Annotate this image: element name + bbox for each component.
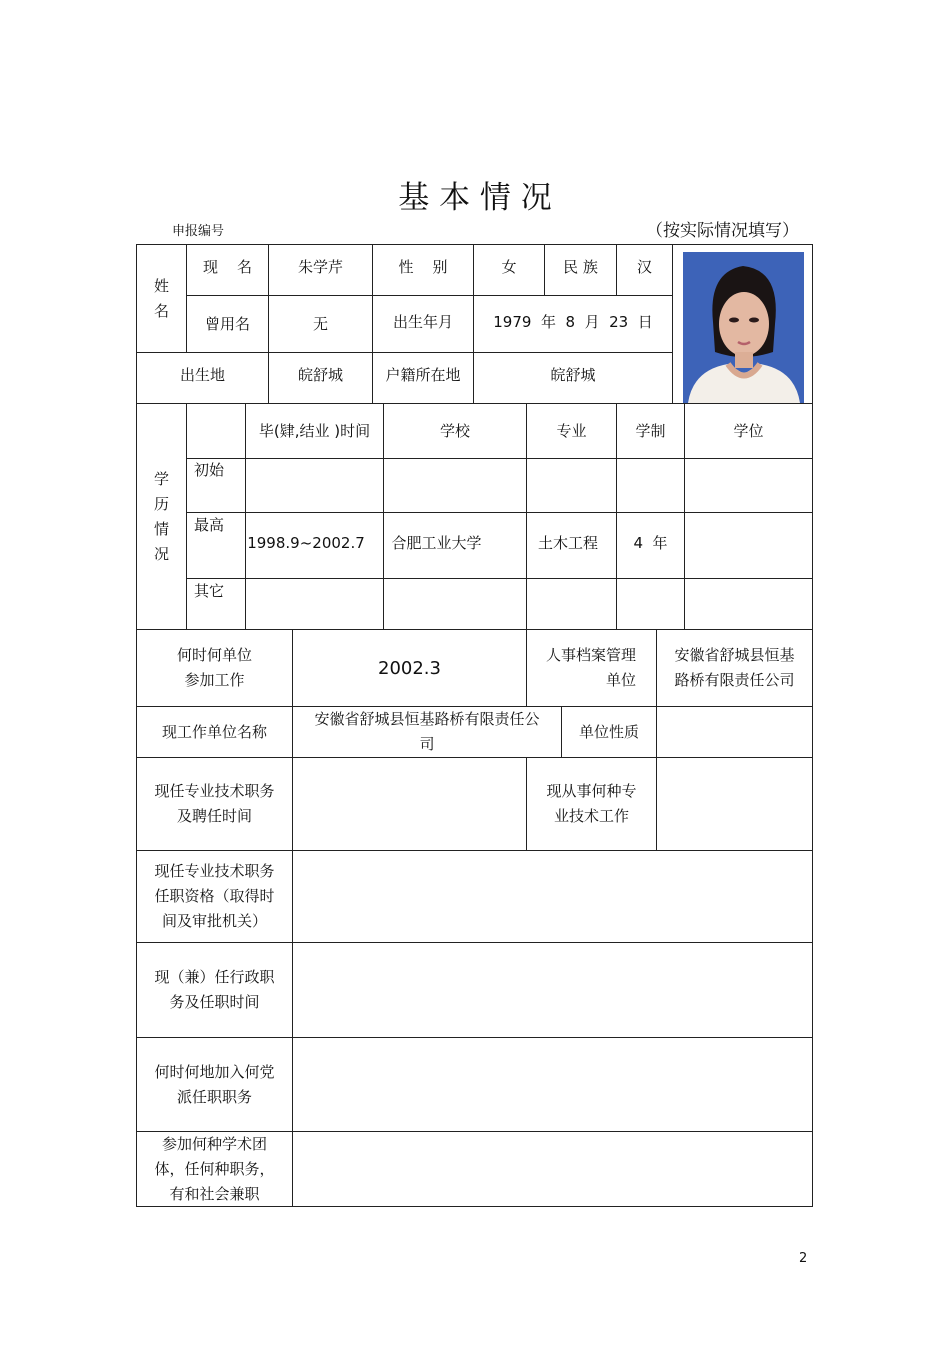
portrait-photo-icon [683,252,804,403]
archive-unit-value: 安徽省舒城县恒基 路桥有限责任公司 [674,646,795,689]
ethnicity-value: 汉 [636,257,652,276]
qualification-value [293,851,812,942]
ethnicity-label: 民 族 [563,257,598,276]
current-name-label: 现 名 [202,257,253,276]
birth-date-label: 出生年月 [392,312,453,331]
edu-header-length: 学制 [635,421,666,440]
page-title: 基 本 情 况 [398,180,552,216]
edu-row-other-label: 其它 [194,582,225,600]
technical-field-value [657,758,812,850]
admin-post-value [293,943,812,1037]
society-value [293,1132,812,1206]
former-name-value: 无 [312,314,328,333]
unit-nature-label: 单位性质 [578,722,639,741]
edu-row-highest-label: 最高 [194,516,225,534]
admin-post-label: 现（兼）任行政职 务及任职时间 [154,968,275,1011]
archive-unit-label: 人事档案管理 单位 [545,646,636,689]
edu-row-initial-label: 初始 [194,461,225,479]
professional-title-label: 现任专业技术职务 及聘任时间 [154,782,275,825]
household-label: 户籍所在地 [385,365,461,384]
birthplace-value: 皖舒城 [297,365,343,384]
edu-header-major: 专业 [556,421,587,440]
technical-field-label: 现从事何种专 业技术工作 [546,782,637,825]
education-section-label: 学 历 情 况 [153,469,169,563]
party-label: 何时何地加入何党 派任职职务 [154,1062,275,1106]
edu-highest-length: 4 年 [633,533,668,552]
household-value: 皖舒城 [550,365,596,384]
former-name-label: 曾用名 [204,314,250,333]
unit-nature-value [657,707,812,757]
current-name-value: 朱学芹 [297,257,343,276]
application-number-label: 申报编号 [172,224,225,239]
edu-header-school: 学校 [439,421,470,440]
society-label: 参加何种学术团 体，任何种职务， 有和社会兼职 [154,1134,275,1203]
gender-label: 性 别 [398,257,448,276]
current-unit-label: 现工作单位名称 [161,722,267,741]
edu-highest-school: 合肥工业大学 [391,533,482,552]
work-start-label: 何时何单位 参加工作 [176,646,252,689]
edu-highest-time: 1998.9~2002.7 [247,533,365,552]
professional-title-value [293,758,526,850]
edu-header-degree: 学位 [733,421,764,440]
birthplace-label: 出生地 [179,365,225,384]
current-unit-value: 安徽省舒城县恒基路桥有限责任公 司 [314,710,540,753]
birth-date-value: 1979 年 8 月 23 日 [493,312,653,331]
work-start-value: 2002.3 [378,657,441,679]
page-number: 2 [799,1251,808,1266]
gender-value: 女 [501,257,517,276]
qualification-label: 现任专业技术职务 任职资格（取得时 间及审批机关） [154,862,275,930]
name-section-label: 姓 名 [153,276,169,320]
edu-header-time: 毕(肄,结业 )时间 [258,421,371,440]
fill-note: （按实际情况填写） [646,221,799,241]
edu-highest-major: 土木工程 [537,533,598,552]
party-value [293,1038,812,1131]
